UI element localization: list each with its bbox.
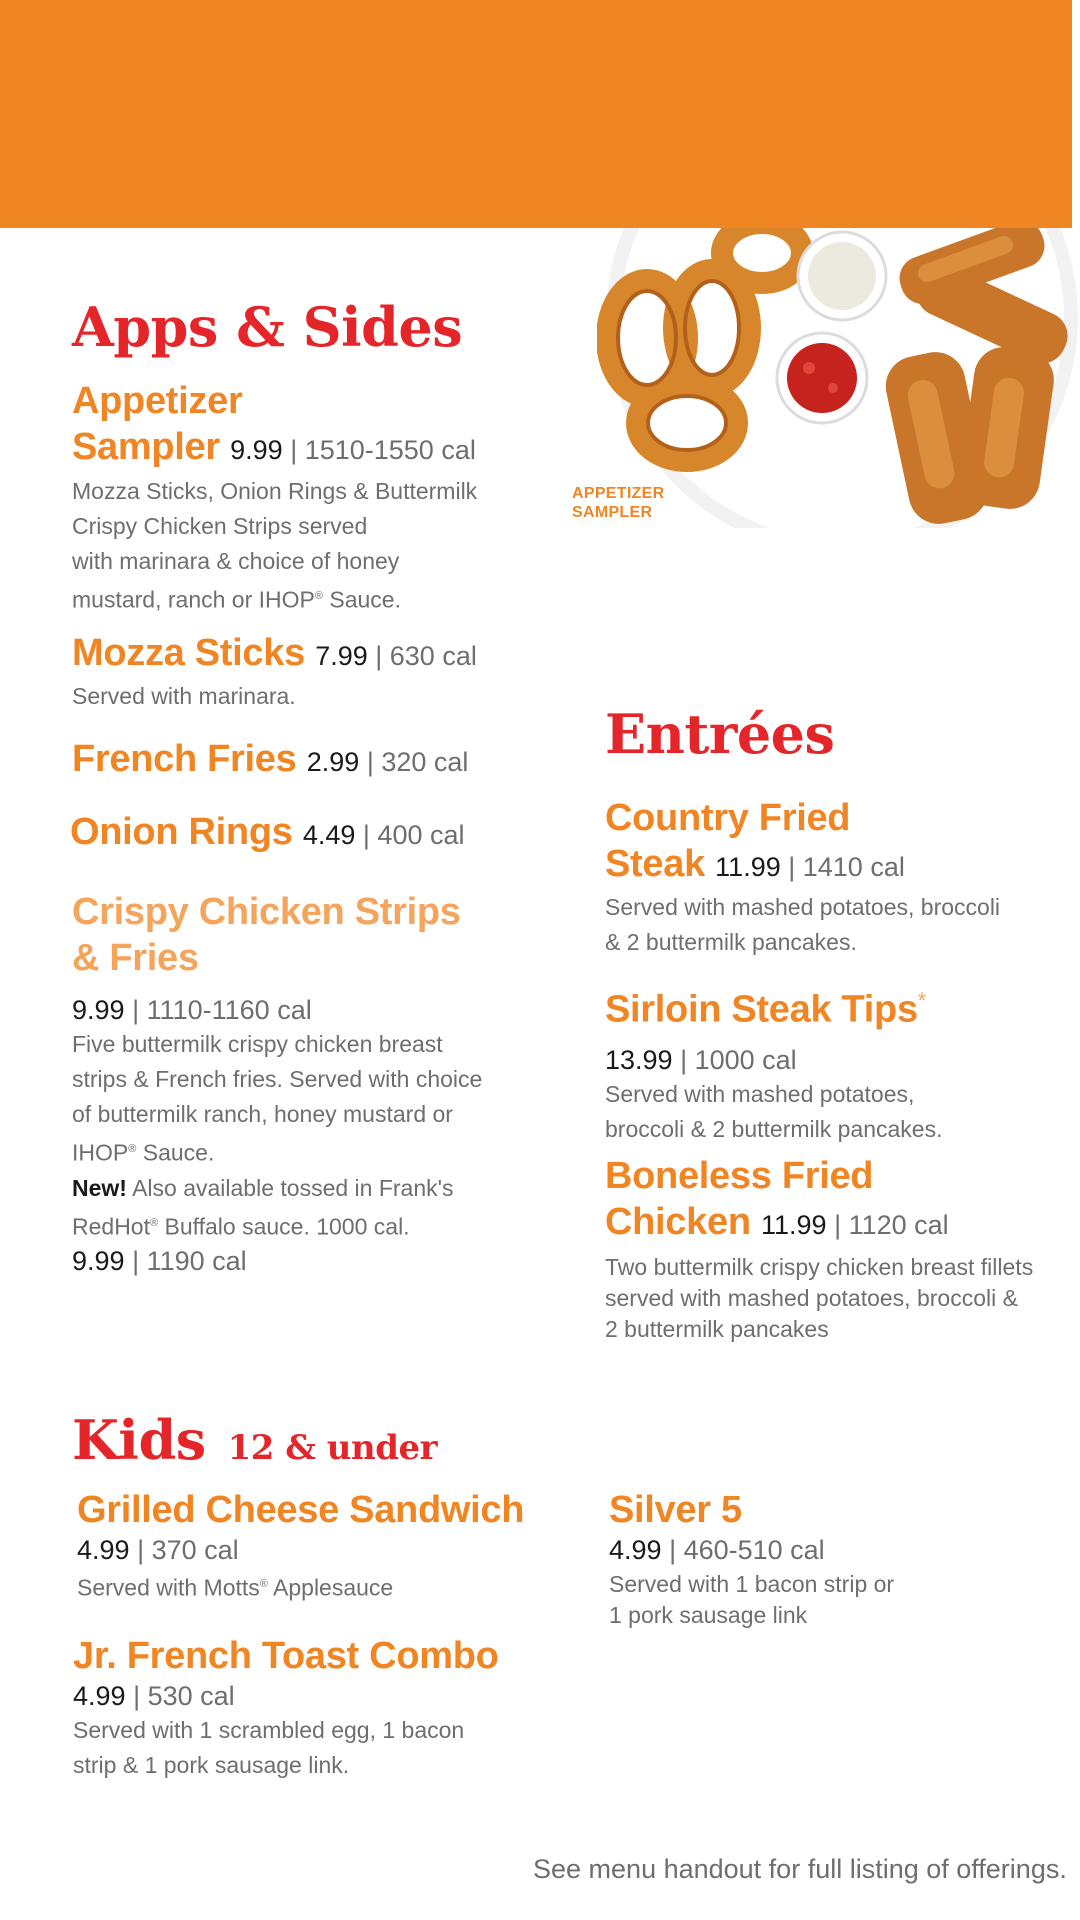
item-price: 9.99 bbox=[72, 995, 125, 1025]
description-line: Served with mashed potatoes, broccoli bbox=[605, 894, 1001, 920]
item-name bbox=[72, 378, 477, 473]
item-description bbox=[605, 1252, 1033, 1345]
item-name: French Fries bbox=[72, 738, 297, 780]
item-calories: | 630 cal bbox=[367, 641, 477, 671]
item-description: Served with marinara. bbox=[72, 683, 296, 709]
item-calories: | 1110-1160 cal bbox=[124, 995, 312, 1025]
item-calories: | 1410 cal bbox=[780, 852, 905, 882]
item-name bbox=[605, 795, 1000, 890]
description-line: Served with mashed potatoes, bbox=[605, 1080, 915, 1107]
item-calories: | 370 cal bbox=[129, 1535, 239, 1565]
description-text: mustard, ranch or IHOP bbox=[72, 586, 315, 613]
item-price: 7.99 bbox=[315, 641, 368, 671]
description-line: with marinara & choice of honey bbox=[72, 548, 400, 574]
item-description bbox=[605, 890, 1000, 960]
item-description bbox=[609, 1569, 894, 1631]
description-line bbox=[72, 579, 477, 618]
description-text: Applesauce bbox=[267, 1574, 394, 1601]
menu-item-sirloin-steak-tips bbox=[605, 978, 943, 1147]
item-calories: | 1000 cal bbox=[672, 1044, 797, 1075]
menu-item-grilled-cheese bbox=[77, 1487, 524, 1606]
new-label: New! bbox=[72, 1174, 127, 1201]
item-description bbox=[72, 1027, 482, 1244]
description-line bbox=[72, 1206, 482, 1245]
item-calories: | 320 cal bbox=[359, 747, 469, 777]
menu-item-country-fried-steak bbox=[605, 795, 1000, 960]
item-calories: | 460-510 cal bbox=[661, 1535, 825, 1565]
item-description bbox=[605, 1077, 943, 1147]
description-line: strip & 1 pork sausage link. bbox=[73, 1752, 350, 1778]
description-text: Served with Motts bbox=[77, 1574, 260, 1601]
menu-item-silver-5 bbox=[609, 1487, 894, 1631]
item-name-line-2: & Fries bbox=[72, 937, 199, 979]
item-name bbox=[72, 889, 482, 981]
item-price-line bbox=[605, 1043, 943, 1077]
item-price: 4.99 bbox=[77, 1535, 130, 1565]
item-calories: | 400 cal bbox=[355, 820, 465, 850]
item-price-line bbox=[73, 1679, 499, 1713]
description-text: Sauce. bbox=[322, 586, 401, 613]
description-line: 1 pork sausage link bbox=[609, 1602, 808, 1628]
banner-edge bbox=[1072, 0, 1080, 228]
item-price: 13.99 bbox=[605, 1044, 673, 1075]
description-line: Mozza Sticks, Onion Rings & Buttermilk bbox=[72, 478, 478, 504]
description-line: served with mashed potatoes, broccoli & bbox=[605, 1285, 1018, 1311]
item-name-line-1: Appetizer bbox=[72, 380, 243, 422]
item-description bbox=[77, 1567, 524, 1606]
item-name: Onion Rings bbox=[70, 811, 293, 853]
item-name-line-2: Sampler bbox=[72, 426, 220, 468]
item-price: 4.99 bbox=[73, 1681, 126, 1711]
description-text: IHOP bbox=[72, 1139, 129, 1166]
registered-mark: ® bbox=[259, 1578, 268, 1590]
description-line: Five buttermilk crispy chicken breast bbox=[72, 1031, 443, 1057]
description-text: Buffalo sauce. 1000 cal. bbox=[158, 1213, 410, 1240]
registered-mark: ® bbox=[314, 590, 323, 602]
item-price: 2.99 bbox=[306, 747, 360, 777]
asterisk-mark: * bbox=[917, 988, 927, 1013]
appetizer-sampler-photo bbox=[597, 228, 1080, 528]
description-line: 2 buttermilk pancakes bbox=[605, 1316, 829, 1342]
photo-caption bbox=[572, 484, 665, 522]
item-calories: | 1510-1550 cal bbox=[282, 435, 476, 465]
item-name-line-1: Crispy Chicken Strips bbox=[72, 891, 461, 933]
item-alt-price-line bbox=[72, 1244, 482, 1278]
description-line: Two buttermilk crispy chicken breast fillets bbox=[605, 1254, 1034, 1280]
item-price-line bbox=[77, 1533, 524, 1567]
menu-item-crispy-chicken-strips bbox=[72, 889, 482, 1278]
menu-item-boneless-fried-chicken bbox=[605, 1153, 1033, 1345]
item-price: 4.49 bbox=[302, 820, 356, 850]
item-name-line-1: Country Fried bbox=[605, 797, 851, 839]
item-calories: | 1190 cal bbox=[124, 1246, 247, 1277]
description-text: RedHot bbox=[72, 1213, 150, 1240]
item-price-line bbox=[72, 993, 482, 1027]
item-name: Mozza Sticks bbox=[72, 632, 305, 674]
description-line: & 2 buttermilk pancakes. bbox=[605, 929, 857, 955]
item-name: Jr. French Toast Combo bbox=[73, 1635, 499, 1677]
footer-note: See menu handout for full listing of offerings. bbox=[533, 1854, 1067, 1884]
item-price: 11.99 bbox=[761, 1210, 827, 1240]
menu-item-onion-rings bbox=[70, 809, 465, 858]
description-line: of buttermilk ranch, honey mustard or bbox=[72, 1101, 453, 1127]
photo-caption-line-2: SAMPLER bbox=[572, 504, 653, 521]
item-price: 9.99 bbox=[230, 435, 283, 465]
menu-item-jr-french-toast-combo bbox=[73, 1633, 499, 1783]
description-text: Also available tossed in Frank's bbox=[126, 1174, 454, 1201]
item-name bbox=[605, 1153, 1033, 1248]
description-line: strips & French fries. Served with choice bbox=[72, 1066, 483, 1092]
item-description bbox=[73, 1713, 499, 1783]
item-name-line-2: Steak bbox=[605, 843, 705, 885]
item-name: Silver 5 bbox=[609, 1489, 742, 1531]
description-line: broccoli & 2 buttermilk pancakes. bbox=[605, 1115, 943, 1142]
item-name-line-1: Boneless Fried bbox=[605, 1155, 874, 1197]
photo-caption-line-1: APPETIZER bbox=[572, 485, 665, 502]
apps-sides-title: Apps & Sides bbox=[72, 295, 463, 359]
header-banner bbox=[0, 0, 1072, 228]
kids-title bbox=[72, 1408, 437, 1472]
item-name: Sirloin Steak Tips bbox=[605, 988, 918, 1031]
menu-item-french-fries bbox=[72, 736, 468, 785]
description-line bbox=[72, 1132, 482, 1171]
item-price: 4.99 bbox=[609, 1535, 662, 1565]
registered-mark: ® bbox=[128, 1143, 137, 1155]
kids-subtitle: 12 & under bbox=[227, 1428, 438, 1468]
item-description bbox=[72, 474, 477, 618]
description-line: Served with 1 bacon strip or bbox=[609, 1571, 895, 1597]
kids-title-text: Kids bbox=[72, 1408, 206, 1472]
description-line: Served with 1 scrambled egg, 1 bacon bbox=[73, 1717, 465, 1743]
item-name-line-2: Chicken bbox=[605, 1201, 751, 1243]
description-text: Sauce. bbox=[136, 1139, 215, 1166]
item-price: 11.99 bbox=[715, 852, 781, 882]
item-name: Grilled Cheese Sandwich bbox=[77, 1489, 525, 1531]
item-calories: | 1120 cal bbox=[826, 1210, 949, 1240]
registered-mark: ® bbox=[149, 1216, 159, 1229]
menu-item-mozza-sticks bbox=[72, 630, 477, 714]
entrees-title: Entrées bbox=[605, 702, 835, 766]
description-line bbox=[72, 1171, 482, 1206]
menu-item-appetizer-sampler bbox=[72, 378, 477, 618]
item-price: 9.99 bbox=[72, 1246, 125, 1277]
description-line: Crispy Chicken Strips served bbox=[72, 513, 368, 539]
item-price-line bbox=[609, 1533, 894, 1567]
item-calories: | 530 cal bbox=[125, 1681, 235, 1711]
